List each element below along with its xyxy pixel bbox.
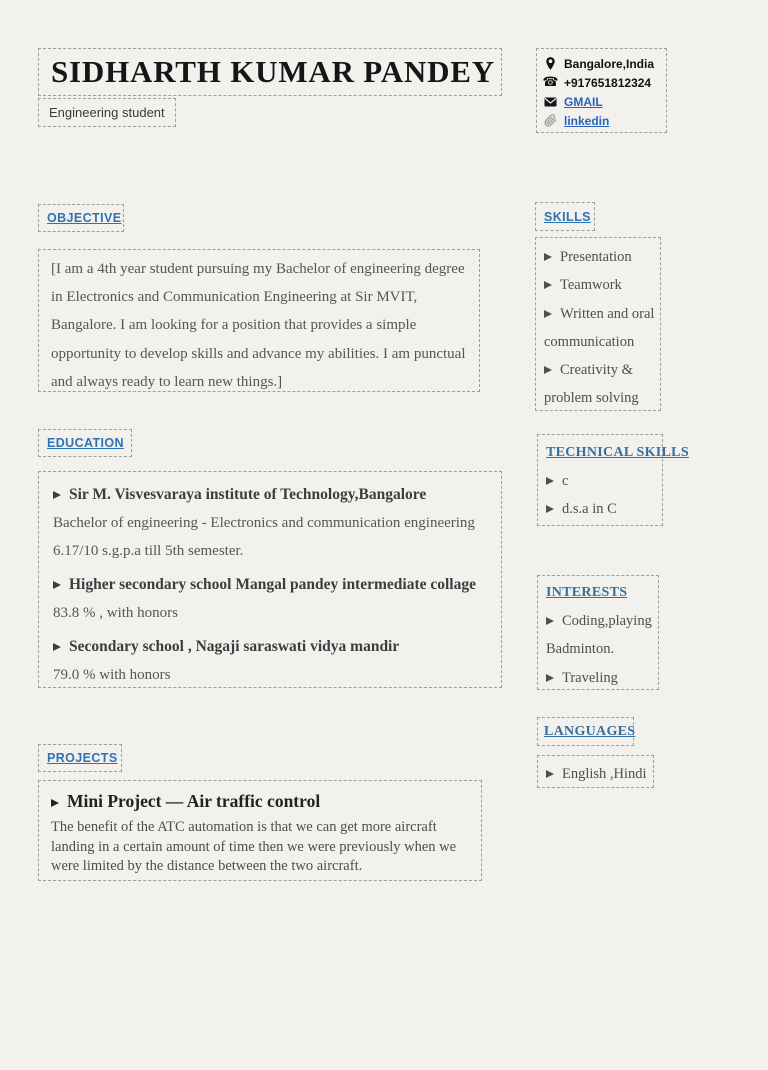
technical-skill-item: d.s.a in C bbox=[546, 495, 658, 523]
phone-icon: ☎ bbox=[542, 75, 559, 90]
technical-skills-heading: TECHNICAL SKILLS bbox=[546, 445, 689, 460]
arrow-bullet-icon bbox=[544, 281, 552, 289]
arrow-bullet-icon bbox=[53, 491, 61, 499]
interests-heading: INTERESTS bbox=[546, 585, 628, 600]
skill-item: Creativity & problem solving bbox=[544, 362, 639, 407]
arrow-bullet-icon bbox=[546, 505, 554, 513]
languages-box bbox=[537, 755, 654, 788]
interest-item: Traveling bbox=[546, 664, 654, 692]
education-entry-title: Sir M. Visvesvaraya institute of Technology,Bangalore bbox=[53, 481, 487, 509]
technical-skill-item: c bbox=[546, 467, 658, 495]
arrow-bullet-icon bbox=[546, 477, 554, 485]
education-heading-box bbox=[38, 429, 132, 457]
gmail-link[interactable]: GMAIL bbox=[564, 94, 603, 109]
education-entry-title: Higher secondary school Mangal pandey intermediate collage bbox=[53, 571, 487, 599]
contact-linkedin-row bbox=[544, 111, 659, 130]
technical-skills-box bbox=[537, 434, 689, 526]
arrow-bullet-icon bbox=[544, 253, 552, 261]
candidate-subtitle: Engineering student bbox=[49, 105, 165, 120]
languages-heading: LANGUAGES bbox=[544, 723, 636, 739]
contact-phone: +917651812324 bbox=[564, 75, 652, 90]
languages-heading-box bbox=[537, 717, 634, 746]
arrow-bullet-icon bbox=[51, 799, 59, 807]
education-entry-detail: 6.17/10 s.g.p.a till 5th semester. bbox=[53, 543, 244, 559]
education-entry-detail: 79.0 % with honors bbox=[53, 667, 171, 683]
objective-heading: OBJECTIVE bbox=[47, 211, 122, 225]
education-entry-detail: 83.8 % , with honors bbox=[53, 605, 178, 621]
skills-heading-box bbox=[535, 202, 595, 231]
contact-phone-row bbox=[544, 73, 659, 92]
language-item: English ,Hindi bbox=[546, 760, 649, 788]
projects-box bbox=[38, 780, 482, 881]
subtitle-box bbox=[38, 98, 176, 127]
education-entry-title: Secondary school , Nagaji saraswati vidya mandir bbox=[53, 633, 487, 661]
contact-location-row bbox=[544, 54, 659, 73]
project-title: Mini Project — Air traffic control bbox=[51, 788, 469, 815]
interests-box bbox=[537, 575, 659, 690]
projects-heading-box bbox=[38, 744, 122, 772]
objective-heading-box bbox=[38, 204, 124, 232]
interest-item: Coding,playing Badminton. bbox=[546, 613, 652, 658]
education-entry-detail: Bachelor of engineering - Electronics and communication engineering bbox=[53, 515, 475, 531]
envelope-icon bbox=[544, 95, 557, 108]
arrow-bullet-icon bbox=[53, 643, 61, 651]
skill-item: Presentation bbox=[544, 243, 656, 271]
skills-heading: SKILLS bbox=[544, 209, 591, 224]
candidate-name: SIDHARTH KUMAR PANDEY bbox=[51, 54, 495, 89]
arrow-bullet-icon bbox=[53, 581, 61, 589]
skill-item: Written and oral communication bbox=[544, 305, 655, 350]
paperclip-icon bbox=[544, 114, 557, 127]
arrow-bullet-icon bbox=[546, 674, 554, 682]
skills-box bbox=[535, 237, 661, 411]
contact-card bbox=[536, 48, 667, 133]
objective-text: [I am a 4th year student pursuing my Bachelor of engineering degree in Electronics and Communication Engineering at Sir MVIT, Bangalore. I am looking for a position that provides a simple opportunity to develop skills and advance my abilities. I am punctual and always ready to learn new things.] bbox=[51, 261, 466, 390]
name-box bbox=[38, 48, 502, 96]
contact-email-row bbox=[544, 92, 659, 111]
arrow-bullet-icon bbox=[546, 770, 554, 778]
education-heading: EDUCATION bbox=[47, 436, 124, 450]
arrow-bullet-icon bbox=[544, 366, 552, 374]
objective-box bbox=[38, 249, 480, 392]
arrow-bullet-icon bbox=[544, 310, 552, 318]
project-description: The benefit of the ATC automation is that we can get more aircraft landing in a certain amount of time then we were previously when we were limited by the distance between the two aircraft. bbox=[51, 819, 457, 874]
location-pin-icon bbox=[544, 57, 557, 70]
linkedin-link[interactable]: linkedin bbox=[564, 113, 610, 128]
skill-item: Teamwork bbox=[544, 271, 656, 299]
arrow-bullet-icon bbox=[546, 617, 554, 625]
projects-heading: PROJECTS bbox=[47, 751, 118, 765]
education-box bbox=[38, 471, 502, 688]
contact-location: Bangalore,India bbox=[564, 56, 655, 71]
